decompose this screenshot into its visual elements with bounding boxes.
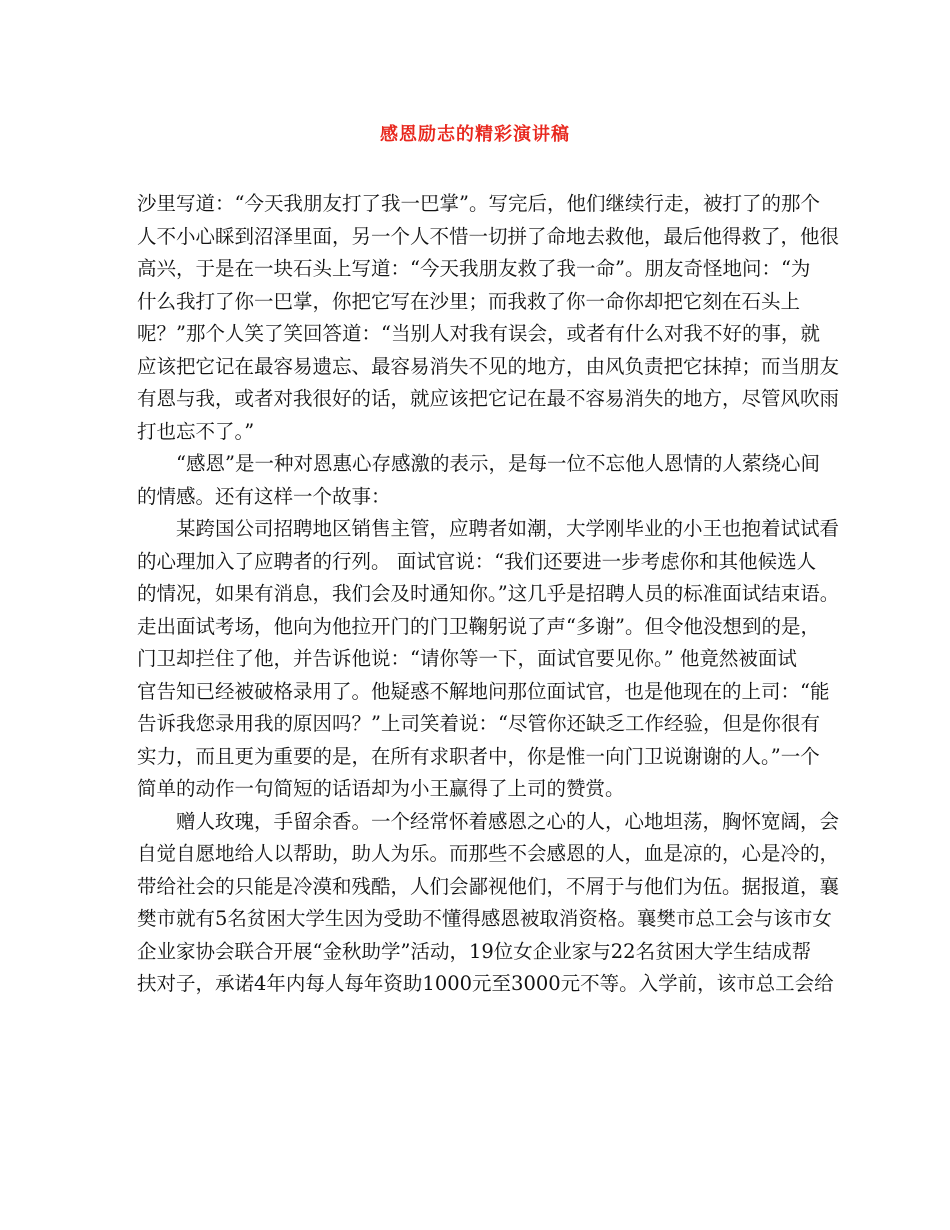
text-line: 人不小心睬到沼泽里面，另一个人不惜一切拼了命地去救他，最后他得救了，他很 xyxy=(137,224,840,248)
text-line: 某跨国公司招聘地区销售主管，应聘者如潮，大学刚毕业的小王也抱着试试看 xyxy=(176,517,840,540)
text-line: 打也忘不了。” xyxy=(137,419,255,443)
text-line: 告诉我您录用我的原因吗？”上司笑着说：“尽管你还缺乏工作经验，但是你很有 xyxy=(137,712,820,735)
text-line: 实力，而且更为重要的是，在所有求职者中，你是惟一向门卫说谢谢的人。”一个 xyxy=(137,744,820,768)
text-line: 走出面试考场，他向为他拉开门的门卫鞠躬说了声“多谢”。但令他没想到的是， xyxy=(137,614,820,638)
text-line: 呢？”那个人笑了笑回答道：“当别人对我有误会，或者有什么对我不好的事，就 xyxy=(137,322,820,345)
document-title: 感恩励志的精彩演讲稿 xyxy=(380,124,570,145)
text-line: 高兴，于是在一块石头上写道：“今天我朋友救了我一命”。朋友奇怪地问：“为 xyxy=(137,257,811,280)
text-line: 简单的动作一句简短的话语却为小王赢得了上司的赞赏。 xyxy=(137,777,625,800)
text-line: 樊市就有5名贫困大学生因为受助不懂得感恩被取消资格。襄樊市总工会与该市女 xyxy=(137,907,832,930)
text-line: 的情况，如果有消息，我们会及时通知你。”这几乎是招聘人员的标准面试结束语。 xyxy=(137,582,840,605)
document-body xyxy=(137,188,840,1001)
text-line: 官告知已经被破格录用了。他疑惑不解地问那位面试官，也是他现在的上司：“能 xyxy=(137,679,830,703)
text-line: 什么我打了你一巴掌，你把它写在沙里；而我救了你一命你却把它刻在石头上 xyxy=(137,289,801,313)
text-line: 有恩与我，或者对我很好的话，就应该把它记在最不容易消失的地方，尽管风吹雨 xyxy=(137,387,840,410)
text-line: 应该把它记在最容易遗忘、最容易消失不见的地方，由风负责把它抹掉；而当朋友 xyxy=(137,354,840,378)
text-line: 自觉自愿地给人以帮助，助人为乐。而那些不会感恩的人，血是凉的，心是冷的， xyxy=(137,842,840,865)
text-line: 企业家协会联合开展“金秋助学”活动，19位女企业家与22名贫困大学生结成帮 xyxy=(137,939,812,963)
text-line: 的心理加入了应聘者的行列。 面试官说：“我们还要进一步考虑你和其他候选人 xyxy=(137,549,817,573)
text-line: 的情感。还有这样一个故事： xyxy=(137,484,391,508)
text-line: 沙里写道：“今天我朋友打了我一巴掌”。写完后，他们继续行走，被打了的那个 xyxy=(137,192,820,215)
text-line: 扶对子，承诺4年内每人每年资助1000元至3000元不等。入学前，该市总工会给 xyxy=(137,972,834,995)
text-line: 赠人玫瑰，手留余香。一个经常怀着感恩之心的人，心地坦荡，胸怀宽阔，会 xyxy=(176,809,840,833)
text-line: 门卫却拦住了他，并告诉他说：“请你等一下，面试官要见你。” 他竟然被面试 xyxy=(137,647,797,670)
text-line: “感恩”是一种对恩惠心存感激的表示，是每一位不忘他人恩情的人萦绕心间 xyxy=(176,452,820,475)
text-line: 带给社会的只能是冷漠和残酷，人们会鄙视他们，不屑于与他们为伍。据报道，襄 xyxy=(137,874,840,898)
